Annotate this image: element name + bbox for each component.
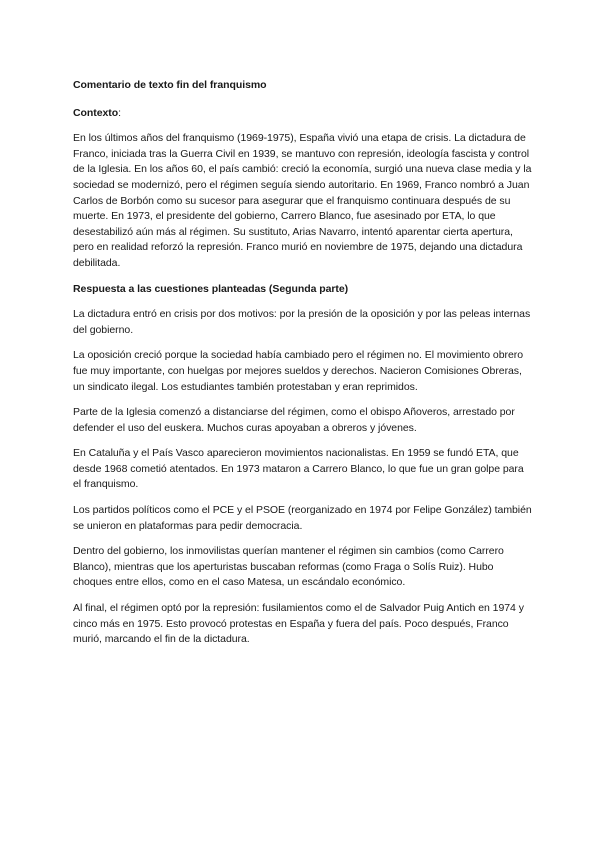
answer-paragraph-6: Dentro del gobierno, los inmovilistas querían mantener el régimen sin cambios (como Carrero Blanco), mientras que los aperturistas buscaban reformas (como Fraga o Solís Ruiz). Hubo choques entre ellos, como en el caso Matesa, un escándalo económico. (73, 545, 504, 589)
document-title: Comentario de texto fin del franquismo (73, 79, 267, 91)
answers-heading: Respuesta a las cuestiones planteadas (Segunda parte) (73, 282, 349, 295)
answer-paragraph-7: Al final, el régimen optó por la represión: fusilamientos como el de Salvador Puig Antich en 1974 y cinco más en 1975. Esto provocó protestas en España y fuera del país. Poco después, Franco murió, marcando el fin de la dictadura. (73, 602, 524, 646)
answer-paragraph-3: Parte de la Iglesia comenzó a distanciarse del régimen, como el obispo Añoveros, arrestado por defender el uso del euskera. Muchos curas apoyaban a obreros y jóvenes. (73, 406, 515, 434)
document-page (73, 78, 533, 658)
context-paragraph: En los últimos años del franquismo (1969-1975), España vivió una etapa de crisis. La dictadura de Franco, iniciada tras la Guerra Civil en 1939, se mantuvo con represión, ideología fascista y control de la Iglesia. En los años 60, el país cambió: creció la economía, surgió una nueva clase media y la sociedad se modernizó, pero el régimen seguía siendo autoritario. En 1969, Franco nombró a Juan Carlos de Borbón como su sucesor para asegurar que el franquismo continuara después de su muerte. En 1973, el presidente del gobierno, Carrero Blanco, fue asesinado por ETA, lo que desestabilizó aún más al régimen. Su sustituto, Arias Navarro, intentó aparentar cierta apertura, pero en realidad reforzó la represión. Franco murió en noviembre de 1975, dejando una dictadura debilitada. (73, 132, 532, 269)
context-heading-colon: : (118, 106, 121, 119)
context-heading (73, 106, 533, 122)
answer-paragraph-4: En Cataluña y el País Vasco aparecieron movimientos nacionalistas. En 1959 se fundó ETA, que desde 1968 cometió atentados. En 1973 mataron a Carrero Blanco, lo que fue un gran golpe para el franquismo. (73, 447, 524, 491)
context-heading-label: Contexto (73, 106, 119, 119)
answer-paragraph-5: Los partidos políticos como el PCE y el PSOE (reorganizado en 1974 por Felipe González) también se unieron en plataformas para pedir democracia. (73, 504, 532, 532)
answer-paragraph-1: La dictadura entró en crisis por dos motivos: por la presión de la oposición y por las peleas internas del gobierno. (73, 308, 531, 336)
answer-paragraph-2: La oposición creció porque la sociedad había cambiado pero el régimen no. El movimiento obrero fue muy importante, con huelgas por mejores sueldos y derechos. Nacieron Comisiones Obreras, un sindicato ilegal. Los estudiantes también protestaban y eran reprimidos. (73, 349, 523, 393)
